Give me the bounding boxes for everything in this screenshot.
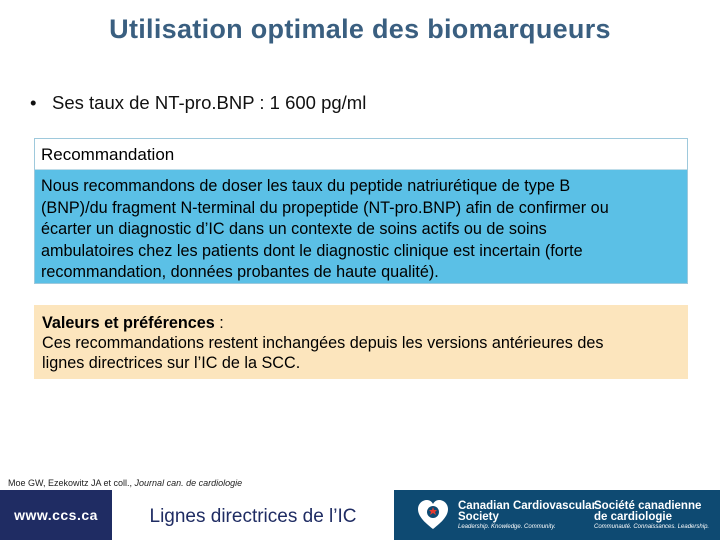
logo-en-tagline: Leadership. Knowledge. Community. — [458, 524, 556, 530]
logo-fr-line1: Société canadienne — [594, 500, 702, 512]
recommendation-line: Nous recommandons de doser les taux du peptide natriurétique de type B — [41, 177, 571, 195]
footer-bar — [0, 490, 720, 540]
values-line: lignes directrices sur l’IC de la SCC. — [42, 354, 301, 372]
slide-title: Utilisation optimale des biomarqueurs — [109, 14, 611, 44]
recommendation-text — [35, 170, 687, 284]
ccs-heart-logo-icon — [416, 498, 450, 532]
citation-journal: Journal can. de cardiologie — [134, 478, 243, 488]
values-heading: Valeurs et préférences — [42, 314, 215, 332]
bullet-dot: • — [30, 92, 37, 113]
values-line: Ces recommandations restent inchangées depuis les versions antérieures des — [42, 334, 604, 352]
bullet-text: Ses taux de NT-pro.BNP : 1 600 pg/ml — [52, 92, 367, 113]
values-heading-suffix: : — [214, 314, 224, 332]
recommendation-line: recommandation, données probantes de haute qualité). — [41, 263, 439, 281]
logo-en-line1: Canadian Cardiovascular — [458, 500, 597, 512]
citation — [8, 478, 242, 488]
recommendation-box — [34, 138, 688, 284]
footer-subtitle: Lignes directrices de l’IC — [149, 506, 357, 527]
citation-authors: Moe GW, Ezekowitz JA et coll., — [8, 478, 135, 488]
logo-fr-line2: de cardiologie — [594, 511, 672, 523]
bullet-item — [30, 92, 366, 114]
recommendation-line: ambulatoires chez les patients dont le diagnostic clinique est incertain (forte — [41, 241, 583, 260]
values-preferences-box — [34, 305, 688, 379]
recommendation-line: (BNP)/du fragment N-terminal du propeptide (NT-pro.BNP) afin de confirmer ou — [41, 198, 609, 217]
footer-url[interactable]: www.ccs.ca — [0, 490, 112, 540]
ccs-logo-english — [458, 501, 596, 531]
recommendation-line: écarter un diagnostic d’IC dans un contexte de soins actifs ou de soins — [41, 220, 547, 238]
recommendation-heading: Recommandation — [35, 139, 687, 170]
logo-fr-tagline: Communauté. Connaissances. Leadership. — [594, 524, 710, 530]
values-heading-row — [42, 313, 680, 333]
ccs-logo — [394, 490, 720, 540]
ccs-logo-french — [594, 501, 709, 531]
logo-en-line2: Society — [458, 511, 499, 523]
